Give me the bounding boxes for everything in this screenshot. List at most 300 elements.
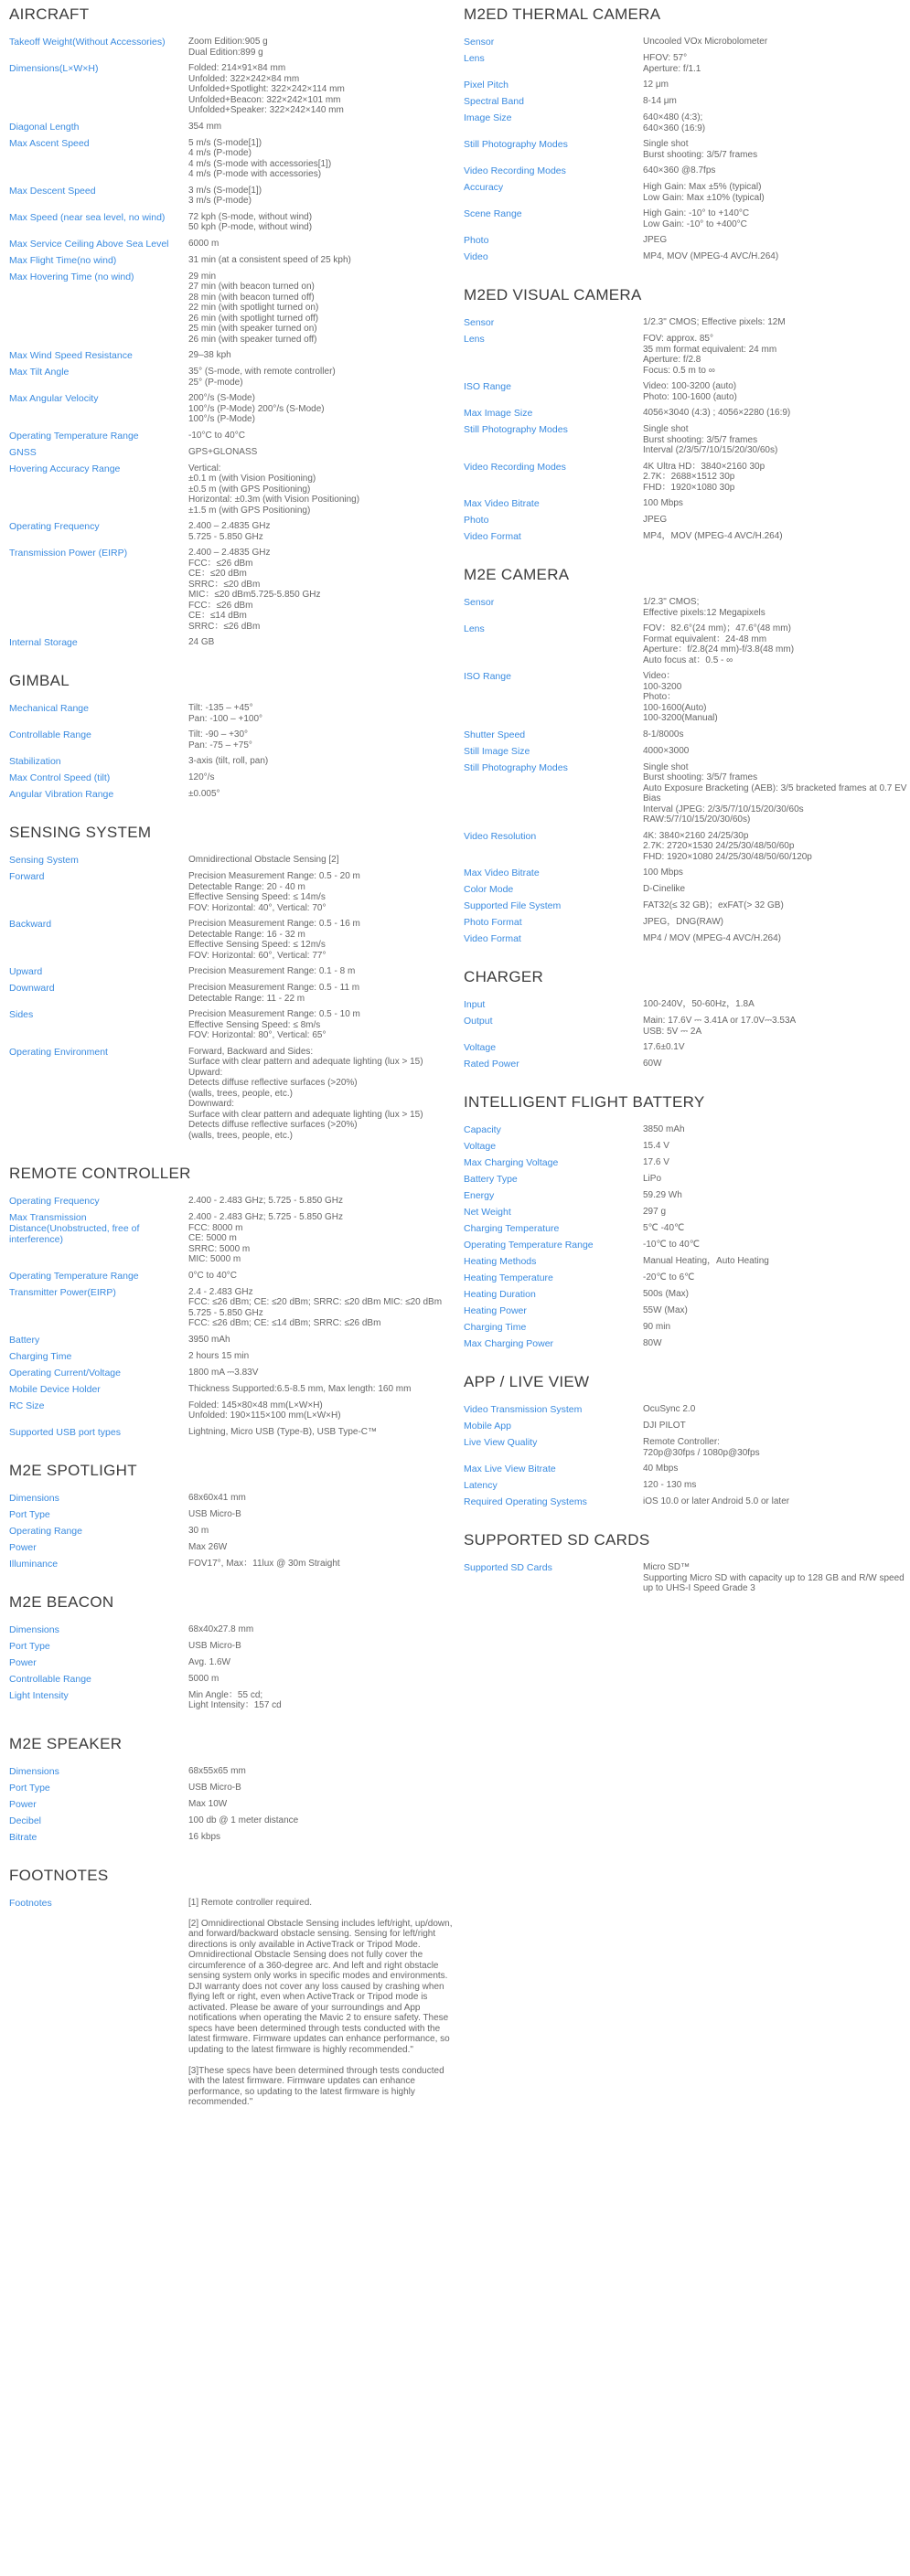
spec-value: Single shot Burst shooting: 3/5/7 frames Auto Exposure Bracketing (AEB): 3/5 bracketed frames at 0.7 EV Bias Interval (JPEG: 2/3/5/7/10/15/20/30/60s RAW:5/7/10/15/20/30/60s) xyxy=(643,761,907,825)
spec-value: 8-1/8000s xyxy=(643,729,684,740)
aircraft-section xyxy=(9,5,455,648)
m2e-beacon-section xyxy=(9,1593,455,1711)
spec-row xyxy=(464,96,909,107)
spec-row xyxy=(9,1799,455,1810)
spec-label: Takeoff Weight(Without Accessories) xyxy=(9,37,166,48)
spec-row xyxy=(9,239,455,250)
spec-label: Photo xyxy=(464,235,489,246)
spec-label: Heating Temperature xyxy=(464,1272,553,1283)
spec-label: Decibel xyxy=(9,1815,42,1826)
spec-row xyxy=(464,1256,909,1267)
section-title: M2E SPEAKER xyxy=(9,1734,123,1752)
section-title: INTELLIGENT FLIGHT BATTERY xyxy=(464,1093,705,1111)
spec-value: Omnidirectional Obstacle Sensing [2] xyxy=(188,855,339,865)
spec-label: Operating Current/Voltage xyxy=(9,1367,121,1378)
spec-value: 0°C to 40°C xyxy=(188,1270,238,1281)
section-title: FOOTNOTES xyxy=(9,1866,109,1884)
spec-label: Video Format xyxy=(464,531,521,542)
spec-label: Supported File System xyxy=(464,900,562,911)
spec-row xyxy=(464,1240,909,1251)
section-title: CHARGER xyxy=(464,968,544,985)
spec-row xyxy=(464,1322,909,1333)
spec-label: Diagonal Length xyxy=(9,121,80,133)
spec-label: Required Operating Systems xyxy=(464,1496,587,1507)
spec-value: 59.29 Wh xyxy=(643,1190,682,1200)
spec-value: Tilt: -90 – +30° Pan: -75 – +75° xyxy=(188,729,252,750)
spec-label: Port Type xyxy=(9,1782,50,1794)
spec-label: Charging Time xyxy=(9,1350,72,1362)
spec-value: MP4 / MOV (MPEG-4 AVC/H.264) xyxy=(643,933,781,943)
spec-row xyxy=(464,1223,909,1234)
spec-row xyxy=(464,762,909,825)
spec-row xyxy=(9,1690,455,1711)
spec-value: GPS+GLONASS xyxy=(188,446,258,457)
spec-value: 12 μm xyxy=(643,80,669,90)
spec-value: 24 GB xyxy=(188,637,215,647)
spec-value: JPEG xyxy=(643,515,668,525)
spec-value: 100 Mbps xyxy=(643,868,683,878)
spec-label: Video Recording Modes xyxy=(464,461,566,473)
spec-label: Port Type xyxy=(9,1640,50,1652)
spec-value: Main: 17.6V ⎓ 3.41A or 17.0V⎓3.53A USB: 5V ⎓ 2A xyxy=(643,1016,797,1037)
spec-value: 35° (S-mode, with remote controller) 25° (P-mode) xyxy=(188,367,336,388)
spec-row xyxy=(9,63,455,116)
spec-label: Heating Power xyxy=(464,1305,527,1316)
spec-row xyxy=(464,1141,909,1152)
spec-row xyxy=(9,1287,455,1329)
spec-label: Max Ascent Speed xyxy=(9,137,90,149)
spec-row xyxy=(464,729,909,740)
spec-label: Hovering Accuracy Range xyxy=(9,463,121,474)
spec-label: Still Photography Modes xyxy=(464,761,568,773)
spec-label: Max Video Bitrate xyxy=(464,498,540,509)
spec-value: 5℃ -40℃ xyxy=(643,1223,685,1233)
spec-row xyxy=(464,208,909,229)
section-title: M2ED VISUAL CAMERA xyxy=(464,286,642,303)
spec-value: Remote Controller: 720p@30fps / 1080p@30fps xyxy=(643,1437,760,1458)
spec-label: Battery xyxy=(9,1334,40,1346)
spec-label: Operating Frequency xyxy=(9,521,100,532)
spec-value: 120 - 130 ms xyxy=(643,1480,697,1490)
spec-row xyxy=(9,1783,455,1794)
spec-value: 16 kbps xyxy=(188,1831,221,1842)
section-title: SENSING SYSTEM xyxy=(9,824,152,841)
spec-row xyxy=(464,182,909,203)
spec-value: FAT32(≤ 32 GB)；exFAT(> 32 GB) xyxy=(643,900,784,910)
spec-label: Upward xyxy=(9,966,43,977)
spec-label: Light Intensity xyxy=(9,1689,69,1701)
spec-row xyxy=(464,1338,909,1349)
spec-value: -20℃ to 6℃ xyxy=(643,1272,695,1283)
spec-value: -10°C to 40°C xyxy=(188,430,245,441)
spec-value: 5000 m xyxy=(188,1673,219,1684)
spec-label: Dimensions xyxy=(9,1492,59,1504)
spec-value: 100 db @ 1 meter distance xyxy=(188,1815,299,1826)
spec-label: Transmission Power (EIRP) xyxy=(9,548,128,559)
spec-label: Scene Range xyxy=(464,208,522,219)
spec-label: ISO Range xyxy=(464,671,511,682)
section-title: APP / LIVE VIEW xyxy=(464,1373,590,1390)
spec-row xyxy=(9,393,455,425)
spec-row xyxy=(9,1493,455,1504)
spec-label: Max Flight Time(no wind) xyxy=(9,254,117,266)
spec-row xyxy=(9,1196,455,1207)
spec-label: Power xyxy=(9,1541,37,1553)
spec-row xyxy=(464,1480,909,1491)
spec-row xyxy=(464,1016,909,1037)
spec-row xyxy=(9,1766,455,1777)
spec-row xyxy=(9,1335,455,1346)
spec-row xyxy=(9,1271,455,1282)
spec-row xyxy=(9,1559,455,1570)
spec-value: 3850 mAh xyxy=(643,1124,685,1134)
spec-row xyxy=(9,756,455,767)
spec-value: JPEG xyxy=(643,235,668,245)
spec-row xyxy=(464,597,909,618)
spec-value: 60W xyxy=(643,1059,662,1069)
spec-row xyxy=(464,80,909,90)
spec-value: ±0.005° xyxy=(188,789,220,799)
spec-row xyxy=(9,1526,455,1537)
section-title: M2E CAMERA xyxy=(464,566,570,583)
spec-label: Photo xyxy=(464,515,489,526)
spec-row xyxy=(464,462,909,494)
spec-label: Sensor xyxy=(464,317,495,328)
spec-label: Voltage xyxy=(464,1141,497,1152)
supported-sd-cards-section xyxy=(464,1531,909,1594)
sensing-system-section xyxy=(9,824,455,1141)
spec-label: Video Resolution xyxy=(464,830,537,842)
spec-label: Operating Environment xyxy=(9,1046,108,1058)
right-spec-column xyxy=(464,0,909,2132)
spec-label: Max Video Bitrate xyxy=(464,868,540,878)
spec-row xyxy=(9,447,455,458)
section-title: REMOTE CONTROLLER xyxy=(9,1165,191,1182)
spec-row xyxy=(9,729,455,750)
spec-label: Max Speed (near sea level, no wind) xyxy=(9,211,166,223)
spec-label: Dimensions(L×W×H) xyxy=(9,63,99,74)
spec-label: Spectral Band xyxy=(464,96,524,107)
spec-row xyxy=(9,1351,455,1362)
spec-label: Angular Vibration Range xyxy=(9,789,114,800)
spec-row xyxy=(464,1562,909,1594)
spec-label: Max Angular Velocity xyxy=(9,393,99,404)
spec-row xyxy=(9,367,455,388)
spec-row xyxy=(9,548,455,632)
spec-label: Max Hovering Time (no wind) xyxy=(9,271,134,282)
spec-value: -10℃ to 40℃ xyxy=(643,1240,700,1250)
spec-value: 3950 mAh xyxy=(188,1334,230,1345)
charger-section xyxy=(464,968,909,1070)
spec-label: Supported USB port types xyxy=(9,1426,121,1438)
spec-row xyxy=(464,933,909,944)
spec-value: Thickness Supported:6.5-8.5 mm, Max length: 160 mm xyxy=(188,1383,412,1394)
spec-value: USB Micro-B xyxy=(188,1782,241,1793)
spec-row xyxy=(464,746,909,757)
spec-label: Max Service Ceiling Above Sea Level xyxy=(9,238,169,250)
spec-value: [1] Remote controller required. [2] Omnidirectional Obstacle Sensing includes left/right, up/down, and forward/backward obstacle sensing. Sensing for left/right directions is only available in ActiveTrack or Tripod Mode. Omnidirectional Obstacle Sensing does not fully cover the circumference of a 360-degree arc. And left and right obstacle sensing system only works in specific modes and environments. DJI warranty does not cover any loss caused by crashing when flying left or right, even when ActiveTrack or Tripod mode is activated. Please be aware of your surroundings and App notifications when operating the Mavic 2 to ensure safety. These specs have been determined through tests conducted with the latest firmware. Firmware updates can enhance performance, so updating to the latest firmware is highly recommended." [3]These specs have been determined through tests conducted with the latest firmware. Firmware updates can enhance performance, so updating to the latest firmware is highly recommended." xyxy=(188,1897,453,2107)
spec-label: Pixel Pitch xyxy=(464,80,509,90)
spec-value: 1/2.3" CMOS; Effective pixels: 12M xyxy=(643,317,786,327)
spec-label: Backward xyxy=(9,919,52,930)
spec-label: Operating Temperature Range xyxy=(9,1270,139,1282)
spec-row xyxy=(9,186,455,207)
spec-row xyxy=(9,463,455,516)
spec-row xyxy=(9,1542,455,1553)
spec-label: Max Charging Power xyxy=(464,1338,554,1349)
spec-value: 68x40x27.8 mm xyxy=(188,1623,254,1634)
spec-row xyxy=(464,1174,909,1185)
spec-value: 4K Ultra HD：3840×2160 30p 2.7K：2688×1512 30p FHD：1920×1080 30p xyxy=(643,461,765,493)
spec-row xyxy=(9,919,455,961)
spec-row xyxy=(9,966,455,977)
spec-row xyxy=(9,521,455,542)
spec-value: Folded: 145×80×48 mm(L×W×H) Unfolded: 190×115×100 mm(L×W×H) xyxy=(188,1400,341,1421)
m2e-speaker-section xyxy=(9,1735,455,1843)
spec-row xyxy=(9,1427,455,1438)
spec-value: Zoom Edition:905 g Dual Edition:899 g xyxy=(188,37,268,58)
spec-row xyxy=(464,1421,909,1432)
spec-value: USB Micro-B xyxy=(188,1640,241,1651)
spec-row xyxy=(464,1464,909,1474)
spec-row xyxy=(464,235,909,246)
spec-label: Voltage xyxy=(464,1042,497,1053)
spec-row xyxy=(464,1207,909,1218)
spec-value: 29 min 27 min (with beacon turned on) 28 min (with beacon turned off) 22 min (with spotlight turned on) 26 min (with spotlight turned off) 25 min (with speaker turned on) 26 min (with speaker turned off) xyxy=(188,271,319,345)
spec-row xyxy=(464,1272,909,1283)
section-title: SUPPORTED SD CARDS xyxy=(464,1531,650,1549)
spec-row xyxy=(9,1400,455,1421)
spec-label: RC Size xyxy=(9,1400,45,1411)
spec-value: 2.400 - 2.483 GHz; 5.725 - 5.850 GHz xyxy=(188,1196,343,1206)
spec-value: Min Angle：55 cd; Light Intensity：157 cd xyxy=(188,1689,282,1710)
spec-row xyxy=(9,1898,455,2108)
spec-label: Sensor xyxy=(464,37,495,48)
spec-row xyxy=(464,1305,909,1316)
spec-row xyxy=(464,1437,909,1458)
spec-row xyxy=(464,1059,909,1070)
intelligent-flight-battery-section xyxy=(464,1093,909,1349)
spec-label: Max Tilt Angle xyxy=(9,367,70,378)
spec-row xyxy=(464,381,909,402)
spec-value: 640×480 (4:3); 640×360 (16:9) xyxy=(643,112,706,133)
spec-label: Operating Temperature Range xyxy=(9,430,139,442)
spec-value: Single shot Burst shooting: 3/5/7 frames Interval (2/3/5/7/10/15/20/30/60s) xyxy=(643,424,778,455)
spec-value: Max 10W xyxy=(188,1798,228,1809)
spec-label: Input xyxy=(464,999,486,1010)
spec-label: Max Charging Voltage xyxy=(464,1157,559,1168)
spec-row xyxy=(9,1047,455,1142)
spec-value: FOV17°, Max：11lux @ 30m Straight xyxy=(188,1558,340,1569)
spec-value: JPEG，DNG(RAW) xyxy=(643,917,723,927)
spec-value: MP4, MOV (MPEG-4 AVC/H.264) xyxy=(643,251,779,261)
spec-row xyxy=(464,165,909,176)
spec-value: Avg. 1.6W xyxy=(188,1656,230,1667)
spec-row xyxy=(464,917,909,928)
spec-row xyxy=(464,334,909,376)
spec-value: FOV: approx. 85° 35 mm format equivalent: 24 mm Aperture: f/2.8 Focus: 0.5 m to ∞ xyxy=(643,334,777,376)
spec-label: Mobile App xyxy=(464,1421,511,1432)
section-title: M2E SPOTLIGHT xyxy=(9,1461,137,1479)
spec-value: 100-240V，50-60Hz，1.8A xyxy=(643,999,755,1009)
spec-row xyxy=(9,855,455,866)
spec-value: Precision Measurement Range: 0.5 - 20 m Detectable Range: 20 - 40 m Effective Sensing Speed: ≤ 14m/s FOV: Horizontal: 40°, Vertical: 70° xyxy=(188,871,360,913)
spec-row xyxy=(9,983,455,1004)
spec-value: iOS 10.0 or later Android 5.0 or later xyxy=(643,1496,790,1506)
spec-value: 17.6 V xyxy=(643,1157,669,1167)
spec-label: Heating Duration xyxy=(464,1289,536,1300)
spec-row xyxy=(9,1641,455,1652)
spec-row xyxy=(9,138,455,180)
spec-value: 3 m/s (S-mode[1]) 3 m/s (P-mode) xyxy=(188,185,262,206)
spec-label: Max Descent Speed xyxy=(9,185,96,197)
gimbal-section xyxy=(9,672,455,800)
spec-value: D-Cinelike xyxy=(643,884,686,894)
spec-label: Energy xyxy=(464,1190,495,1201)
spec-row xyxy=(464,1289,909,1300)
spec-row xyxy=(464,498,909,509)
spec-value: 4056×3040 (4:3) ; 4056×2280 (16:9) xyxy=(643,408,791,418)
spec-label: Footnotes xyxy=(9,1897,52,1909)
spec-row xyxy=(464,884,909,895)
spec-row xyxy=(464,831,909,863)
spec-label: Mobile Device Holder xyxy=(9,1383,101,1395)
spec-value: High Gain: Max ±5% (typical) Low Gain: Max ±10% (typical) xyxy=(643,182,765,203)
spec-row xyxy=(464,1124,909,1135)
spec-label: Video Transmission System xyxy=(464,1404,583,1415)
spec-row xyxy=(464,623,909,665)
spec-label: Supported SD Cards xyxy=(464,1562,552,1573)
remote-controller-section xyxy=(9,1165,455,1438)
section-title: M2ED THERMAL CAMERA xyxy=(464,5,661,23)
spec-value: Uncooled VOx Microbolometer xyxy=(643,37,768,47)
m2e-camera-section xyxy=(464,566,909,944)
spec-value: 1/2.3" CMOS; Effective pixels:12 Megapixels xyxy=(643,597,765,618)
spec-label: Max Control Speed (tilt) xyxy=(9,772,111,783)
spec-value: 5 m/s (S-mode[1]) 4 m/s (P-mode) 4 m/s (S-mode with accessories[1]) 4 m/s (P-mode with accessories) xyxy=(188,137,332,179)
spec-row xyxy=(464,1157,909,1168)
spec-value: Precision Measurement Range: 0.5 - 16 m Detectable Range: 16 - 32 m Effective Sensing Speed: ≤ 12m/s FOV: Horizontal: 60°, Vertical: 77° xyxy=(188,919,360,961)
spec-value: Lightning, Micro USB (Type-B), USB Type-C™ xyxy=(188,1426,377,1437)
spec-label: Forward xyxy=(9,871,45,882)
spec-row xyxy=(464,999,909,1010)
spec-label: Max Transmission Distance(Unobstructed, free of interference) xyxy=(9,1212,140,1245)
spec-row xyxy=(464,1404,909,1415)
spec-value: 297 g xyxy=(643,1207,667,1217)
spec-value: 2 hours 15 min xyxy=(188,1350,250,1361)
spec-value: MP4，MOV (MPEG-4 AVC/H.264) xyxy=(643,531,783,541)
spec-value: Video: 100-3200 (auto) Photo: 100-1600 (auto) xyxy=(643,381,737,402)
spec-value: Max 26W xyxy=(188,1541,228,1552)
m2ed-visual-camera-section xyxy=(464,286,909,542)
spec-value: 4000×3000 xyxy=(643,745,690,756)
spec-label: Stabilization xyxy=(9,756,61,767)
spec-label: Rated Power xyxy=(464,1059,519,1070)
spec-row xyxy=(464,408,909,419)
spec-value: 8-14 μm xyxy=(643,96,677,106)
spec-label: Max Image Size xyxy=(464,408,533,419)
spec-value: Tilt: -135 – +45° Pan: -100 – +100° xyxy=(188,703,263,724)
spec-value: USB Micro-B xyxy=(188,1508,241,1519)
m2e-spotlight-section xyxy=(9,1462,455,1570)
spec-value: Vertical: ±0.1 m (with Vision Positioning) ±0.5 m (with GPS Positioning) Horizontal: ±0.3m (with Vision Positioning) ±1.5 m (with GPS Positioning) xyxy=(188,463,360,516)
spec-value: 40 Mbps xyxy=(643,1464,679,1474)
spec-value: 120°/s xyxy=(188,772,215,782)
spec-row xyxy=(9,871,455,913)
spec-value: Manual Heating，Auto Heating xyxy=(643,1256,769,1266)
section-title: GIMBAL xyxy=(9,672,70,689)
spec-value: High Gain: -10° to +140°C Low Gain: -10° to +400°C xyxy=(643,208,750,229)
spec-row xyxy=(464,112,909,133)
spec-label: Shutter Speed xyxy=(464,729,526,740)
spec-row xyxy=(9,431,455,442)
spec-value: HFOV: 57° Aperture: f/1.1 xyxy=(643,53,701,74)
spec-label: ISO Range xyxy=(464,381,511,392)
spec-value: 100 Mbps xyxy=(643,498,683,508)
spec-value: 68x60x41 mm xyxy=(188,1492,246,1503)
spec-row xyxy=(9,212,455,233)
spec-value: Micro SD™ Supporting Micro SD with capacity up to 128 GB and R/W speed up to UHS-I Speed Grade 3 xyxy=(643,1562,905,1593)
spec-label: Output xyxy=(464,1016,493,1027)
spec-label: Max Live View Bitrate xyxy=(464,1464,556,1474)
spec-label: Battery Type xyxy=(464,1174,518,1185)
spec-label: Color Mode xyxy=(464,884,514,895)
spec-label: Still Image Size xyxy=(464,745,530,757)
spec-value: Video： 100-3200 Photo： 100-1600(Auto) 100-3200(Manual) xyxy=(643,671,718,723)
spec-row xyxy=(9,772,455,783)
spec-value: 200°/s (S-Mode) 100°/s (P-Mode) 200°/s (S-Mode) 100°/s (P-Mode) xyxy=(188,393,325,424)
spec-row xyxy=(464,37,909,48)
spec-value: 80W xyxy=(643,1338,662,1348)
spec-label: Transmitter Power(EIRP) xyxy=(9,1286,116,1298)
spec-label: Operating Range xyxy=(9,1525,82,1537)
spec-label: Net Weight xyxy=(464,1207,511,1218)
spec-label: Charging Time xyxy=(464,1322,527,1333)
spec-row xyxy=(9,1832,455,1843)
spec-value: 17.6±0.1V xyxy=(643,1042,685,1052)
spec-value: 2.4 - 2.483 GHz FCC: ≤26 dBm; CE: ≤20 dBm; SRRC: ≤20 dBm MIC: ≤20 dBm 5.725 - 5.850 GHz FCC: ≤26 dBm; CE: ≤14 dBm; SRRC: ≤26 dBm xyxy=(188,1286,443,1328)
spec-label: Bitrate xyxy=(9,1831,37,1843)
spec-value: 354 mm xyxy=(188,121,222,132)
spec-row xyxy=(9,122,455,133)
spec-row xyxy=(9,1212,455,1265)
spec-label: Lens xyxy=(464,623,485,634)
section-title: AIRCRAFT xyxy=(9,5,90,23)
spec-row xyxy=(464,531,909,542)
spec-label: Max Wind Speed Resistance xyxy=(9,350,133,361)
spec-value: 1800 mA ⎓3.83V xyxy=(188,1367,259,1378)
spec-label: Capacity xyxy=(464,1124,501,1135)
spec-row xyxy=(9,271,455,346)
spec-label: Sides xyxy=(9,1009,34,1020)
spec-row xyxy=(9,703,455,724)
spec-value: 90 min xyxy=(643,1322,671,1332)
spec-row xyxy=(464,317,909,328)
spec-label: Lens xyxy=(464,334,485,345)
spec-label: Charging Temperature xyxy=(464,1223,560,1234)
spec-value: LiPo xyxy=(643,1174,662,1184)
spec-value: 55W (Max) xyxy=(643,1305,688,1315)
spec-value: 6000 m xyxy=(188,238,219,249)
spec-value: 30 m xyxy=(188,1525,209,1536)
spec-label: Controllable Range xyxy=(9,729,91,740)
spec-row xyxy=(9,789,455,800)
spec-value: 2.400 – 2.4835 GHz 5.725 - 5.850 GHz xyxy=(188,521,271,542)
spec-row xyxy=(9,1509,455,1520)
spec-value: Forward, Backward and Sides: Surface with clear pattern and adequate lighting (lux > 15) Upward: Detects diffuse reflective surfaces (>20%) (walls, trees, people, etc.) Downward: Surface with clear pattern and adequate lighting (lux > 15) Detects diffuse reflective surfaces (>20%) (walls, trees, people, etc.) xyxy=(188,1046,423,1141)
spec-row xyxy=(9,1368,455,1378)
spec-label: Still Photography Modes xyxy=(464,424,568,435)
